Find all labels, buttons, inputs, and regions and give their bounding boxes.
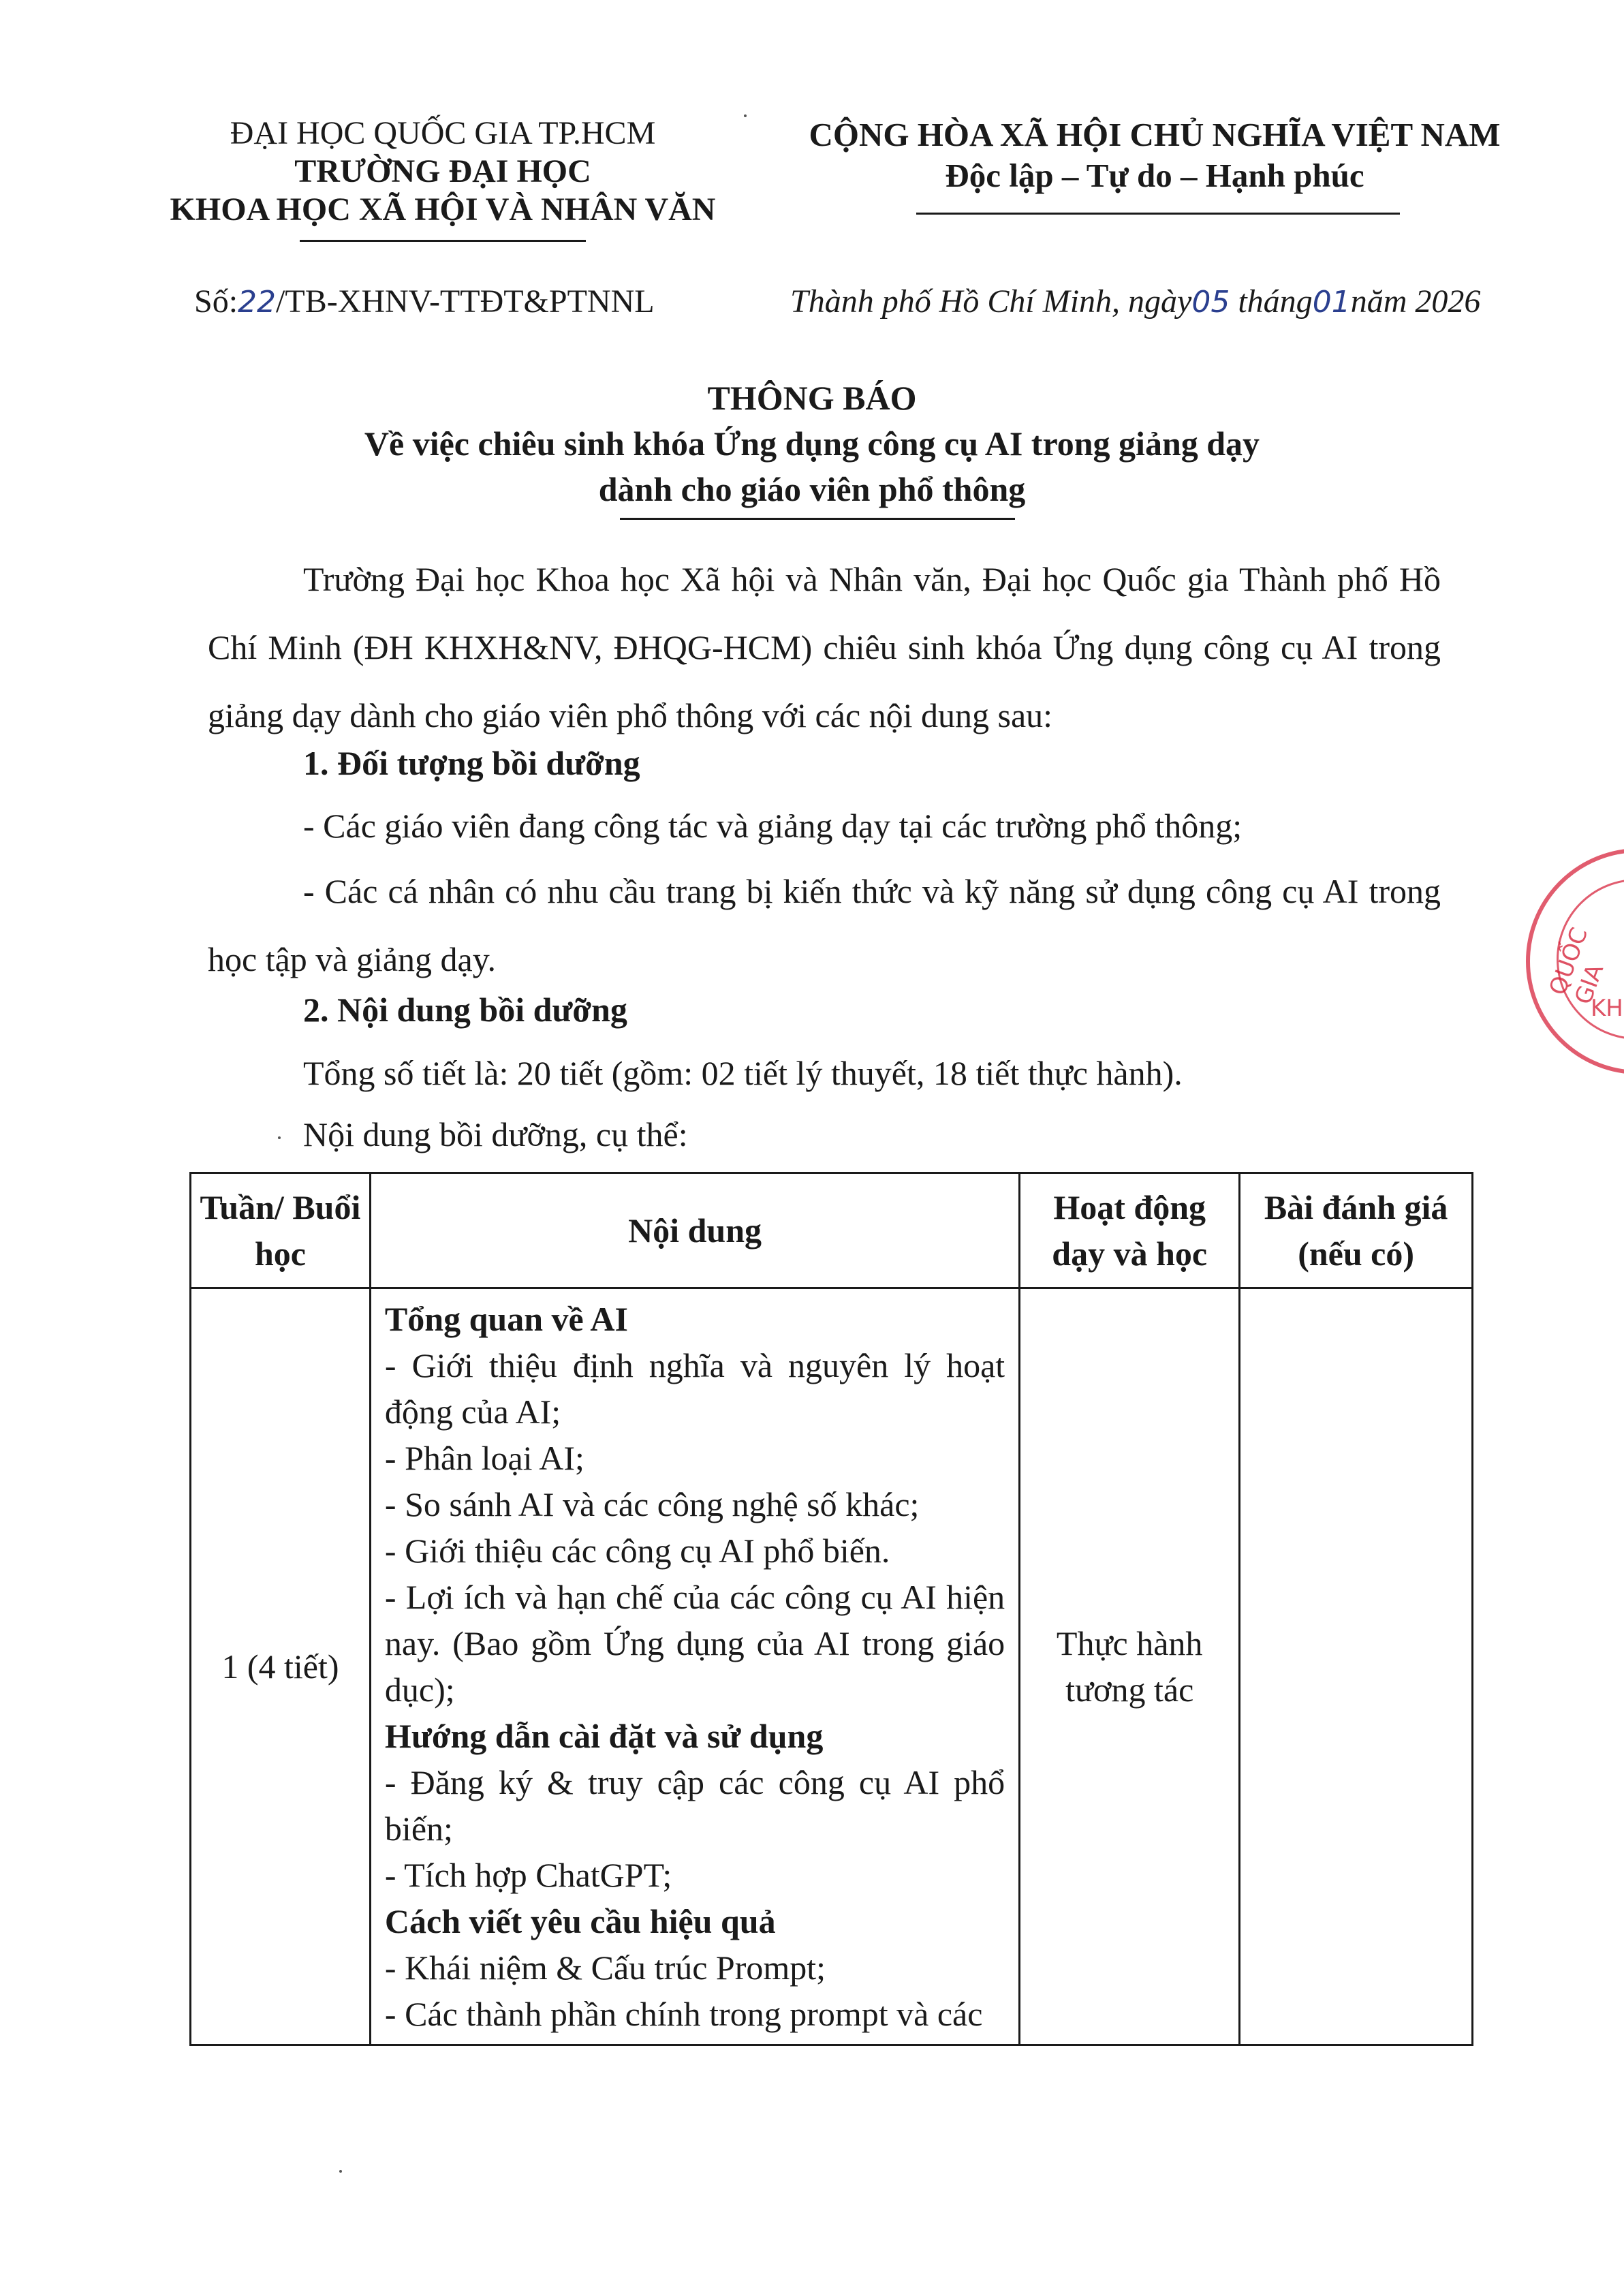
header-content: Nội dung [370,1173,1019,1288]
list-item: - Giới thiệu định nghĩa và nguyên lý hoạt động của AI; [384,1346,1005,1431]
cell-content [370,1288,1019,2045]
issuer-school-line2: KHOA HỌC XÃ HỘI VÀ NHÂN VĂN [170,191,716,228]
table-header-row [191,1173,1473,1288]
scan-speck [339,2170,342,2173]
list-item: - Tích hợp ChatGPT; [384,1856,672,1894]
document-number: Số:22/TB-XHNV-TTĐT&PTNNL [194,283,655,320]
list-item: - Các thành phần chính trong prompt và các [384,1995,983,2033]
list-item: - Phân loại AI; [384,1439,584,1477]
issuer-university: ĐẠI HỌC QUỐC GIA TP.HCM [230,115,656,151]
document-type: THÔNG BÁO [707,379,917,417]
list-item: - Giới thiệu các công cụ AI phổ biến. [384,1532,890,1570]
section2-detail: Nội dung bồi dưỡng, cụ thể: [303,1115,688,1153]
handwritten-number: 22 [238,285,277,320]
seal-text: QUỐC GIA [1544,924,1610,1008]
document-subject-line2: dành cho giáo viên phổ thông [598,470,1026,508]
header-evaluation: Bài đánh giá (nếu có) [1240,1173,1473,1288]
issuer-block [136,114,749,229]
section2-total: Tổng số tiết là: 20 tiết (gồm: 02 tiết lý thuyết, 18 tiết thực hành). [303,1054,1183,1092]
list-item: - Đăng ký & truy cập các công cụ AI phổ biến; [384,1763,1005,1848]
scan-speck [278,1136,281,1139]
header-session: Tuần/ Buổi học [191,1173,371,1288]
content-heading-ai-overview: Tổng quan về AI [384,1300,629,1338]
section2-heading: 2. Nội dung bồi dưỡng [303,991,627,1029]
motto-underline [916,213,1400,215]
handwritten-month: 01 [1312,285,1351,320]
section1-heading: 1. Đối tượng bồi dưỡng [303,744,640,782]
section1-item1: - Các giáo viên đang công tác và giảng dạy tại các trường phổ thông; [303,807,1243,845]
list-item: - Lợi ích và hạn chế của các công cụ AI hiện nay. (Bao gồm Ứng dụng của AI trong giáo dục); [384,1578,1005,1709]
cell-activity: Thực hành tương tác [1020,1288,1240,2045]
section1-item2: - Các cá nhân có nhu cầu trang bị kiến thức và kỹ năng sử dụng công cụ AI trong học tập và giảng dạy. [208,872,1441,978]
motto: Độc lập – Tự do – Hạnh phúc [945,157,1364,194]
list-item: - Khái niệm & Cấu trúc Prompt; [384,1949,826,1987]
intro-paragraph: Trường Đại học Khoa học Xã hội và Nhân văn, Đại học Quốc gia Thành phố Hồ Chí Minh (ĐH KHXH&NV, ĐHQG-HCM) chiêu sinh khóa Ứng dụng công cụ AI trong giảng dạy dành cho giáo viên phổ thông với các nội dung sau: [208,560,1441,734]
issuer-underline [300,240,586,242]
title-underline [620,518,1015,520]
header-activity: Hoạt động dạy và học [1020,1173,1240,1288]
national-motto-block [770,114,1540,196]
handwritten-day: 05 [1191,285,1230,320]
scan-speck [744,114,747,117]
country-name: CỘNG HÒA XÃ HỘI CHỦ NGHĨA VIỆT NAM [809,116,1501,153]
issuer-school-line1: TRƯỜNG ĐẠI HỌC [294,153,591,189]
document-date: Thành phố Hồ Chí Minh, ngày05 tháng01năm 2026 [790,283,1481,320]
list-item: - So sánh AI và các công nghệ số khác; [384,1485,920,1523]
table-row [191,1288,1473,2045]
cell-session: 1 (4 tiết) [191,1288,371,2045]
cell-evaluation [1240,1288,1473,2045]
document-subject-line1: Về việc chiêu sinh khóa Ứng dụng công cụ AI trong giảng dạy [364,424,1260,463]
seal-text-inner: KH [1591,995,1623,1022]
content-heading-install: Hướng dẫn cài đặt và sử dụng [384,1717,824,1755]
content-heading-prompt: Cách viết yêu cầu hiệu quả [384,1902,776,1940]
curriculum-table [189,1172,1473,2046]
